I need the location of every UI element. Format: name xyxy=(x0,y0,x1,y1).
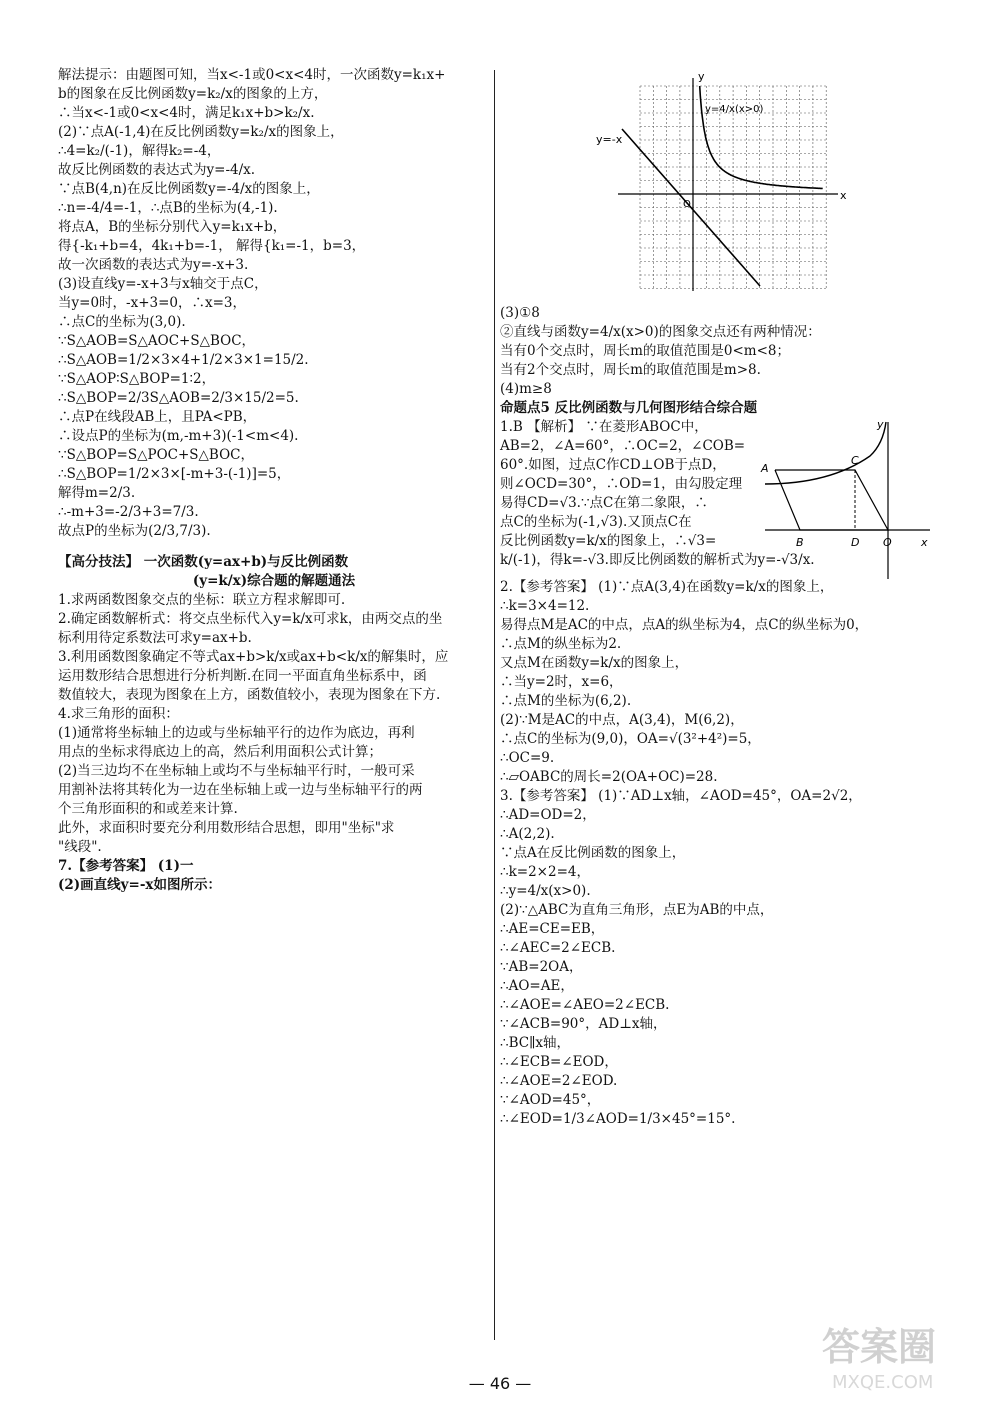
right-b-line: ∴点M的纵坐标为2. xyxy=(500,636,622,652)
method-items-line: 1.求两函数图象交点的坐标：联立方程求解即可. xyxy=(58,592,346,608)
graph-rhombus xyxy=(755,414,935,584)
left-lines-line: ∴4=k₂/(-1)，解得k₂=-4， xyxy=(58,143,221,159)
q1-lines-line: 60°.如图，过点C作CD⊥OB于点D， xyxy=(500,457,726,473)
page-number: — 46 — xyxy=(468,1374,532,1393)
solution-lines xyxy=(58,66,490,541)
method-items-line: 数值较大，表现为图象在上方，函数值较小，表现为图象在下方. xyxy=(58,687,441,703)
method-items xyxy=(58,591,490,857)
right-b-line: ∵∠AOD=45°， xyxy=(500,1092,601,1108)
line-label: y=-x xyxy=(596,133,623,146)
method-items-line: 4.求三角形的面积： xyxy=(58,706,179,722)
right-b-line: ∴当y=2时，x=6， xyxy=(500,674,623,690)
left-lines-line: ∴当x<-1或0<x<4时，满足k₁x+b>k₂/x. xyxy=(58,105,315,121)
q1-lines-line: 1.B 【解析】 ∵在菱形ABOC中， xyxy=(500,419,708,435)
method-subtitle: (y=k/x)综合题的解题通法 xyxy=(192,573,356,589)
right-b-line: ∴∠EOD=1/3∠AOD=1/3×45°=15°. xyxy=(500,1111,736,1127)
left-lines-line: b的图象在反比例函数y=k₂/x的图象的上方， xyxy=(58,86,328,102)
right-b-line: (2)∵△ABC为直角三角形，点E为AB的中点， xyxy=(500,902,774,918)
right-b-line: ∴AO=AE， xyxy=(500,978,574,994)
q7-lines-line: (2)画直线y=-x如图所示： xyxy=(58,877,221,893)
right-b-line: ∴∠ECB=∠EOD， xyxy=(500,1054,618,1070)
right-a-line: (3)①8 xyxy=(500,305,540,321)
left-lines-line: 将点A，B的坐标分别代入y=k₁x+b， xyxy=(58,219,287,235)
origin-label: O xyxy=(683,199,691,210)
left-lines-line: ∵S△AOP∶S△BOP=1∶2， xyxy=(58,371,216,387)
right-a-line: 当有2个交点时，周长m的取值范围是m>8. xyxy=(500,362,761,378)
left-lines-line: 故一次函数的表达式为y=-x+3. xyxy=(58,257,249,273)
svg-text:D: D xyxy=(851,536,860,549)
right-a-line: ②直线与函数y=4/x(x>0)的图象交点还有两种情况： xyxy=(500,324,821,340)
svg-text:C: C xyxy=(851,454,859,467)
q1-lines-line: 易得CD=√3.∵点C在第二象限，∴ xyxy=(500,495,708,511)
right-b-line: ∴∠AEC=2∠ECB. xyxy=(500,940,616,956)
left-lines-line: ∵S△AOB=S△AOC+S△BOC， xyxy=(58,333,256,349)
right-b-line: ∴∠AOE=∠AEO=2∠ECB. xyxy=(500,997,670,1013)
line-y-neg-x xyxy=(622,129,760,286)
svg-text:MXQE.COM: MXQE.COM xyxy=(832,1372,934,1393)
left-lines-line: 故点P的坐标为(2/3,7/3). xyxy=(58,523,211,539)
svg-text:y: y xyxy=(877,418,884,431)
method-items-line: "线段". xyxy=(58,839,102,855)
left-lines-line: ∴-m+3=-2/3+3=7/3. xyxy=(58,504,199,520)
right-b-line: ∴∠AOE=2∠EOD. xyxy=(500,1073,618,1089)
watermark-logo xyxy=(812,1316,982,1396)
right-b-line: ∴OC=9. xyxy=(500,750,555,766)
right-b-line: (2)∵M是AC的中点，A(3,4)，M(6,2)， xyxy=(500,712,744,728)
right-b-line: 2.【参考答案】 (1)∵点A(3,4)在函数y=k/x的图象上， xyxy=(500,579,834,595)
left-lines-line: (3)设直线y=-x+3与x轴交于点C， xyxy=(58,276,268,292)
method-items-line: 2.确定函数解析式：将交点坐标代入y=k/x可求k，由两交点的坐 xyxy=(58,611,443,627)
left-column xyxy=(58,66,490,895)
q1-lines-line: 点C的坐标为(-1,√3).又顶点C在 xyxy=(500,514,692,530)
svg-text:O: O xyxy=(883,536,892,549)
left-lines-line: ∴S△BOP=1/2×3×[-m+3-(-1)]=5， xyxy=(58,466,291,482)
right-b-line: ∴点M的坐标为(6,2). xyxy=(500,693,632,709)
right-b-line: ∴AD=OD=2， xyxy=(500,807,596,823)
right-b-line: 又点M在函数y=k/x的图象上， xyxy=(500,655,689,671)
q1-lines-line: k/(-1)，得k=-√3.即反比例函数的解析式为y=-√3/x. xyxy=(500,552,815,568)
right-b-line: ∴k=3×4=12. xyxy=(500,598,590,614)
left-lines-line: ∴n=-4/4=-1，∴点B的坐标为(4,-1). xyxy=(58,200,278,216)
svg-text:B: B xyxy=(796,536,804,549)
right-b-line: ∴AE=CE=EB， xyxy=(500,921,605,937)
left-lines-line: ∵点B(4,n)在反比例函数y=-4/x的图象上， xyxy=(58,181,320,197)
right-b-line: ∴y=4/x(x>0). xyxy=(500,883,591,899)
q2-q3-lines xyxy=(500,578,940,1129)
right-b-line: ∴A(2,2). xyxy=(500,826,555,842)
method-items-line: (2)当三边均不在坐标轴上或均不与坐标轴平行时，一般可采 xyxy=(58,763,415,779)
hyperbola-curve xyxy=(700,86,823,189)
right-b-line: ∵AB=2OA， xyxy=(500,959,583,975)
rhombus-curve xyxy=(765,422,886,484)
left-lines-line: 解法提示：由题图可知，当x<-1或0<x<4时，一次函数y=k₁x+ xyxy=(58,67,446,83)
method-items-line: 个三角形面积的和或差来计算. xyxy=(58,801,238,817)
right-a-line: (4)m≥8 xyxy=(500,381,552,397)
method-items-line: 用割补法将其转化为一边在坐标轴上或一边与坐标轴平行的两 xyxy=(58,782,423,798)
graph-hyperbola-line xyxy=(500,66,940,298)
left-lines-line: ∴设点P的坐标为(m,-m+3)(-1<m<4). xyxy=(58,428,299,444)
right-b-line: ∵∠ACB=90°，AD⊥x轴， xyxy=(500,1016,667,1032)
left-lines-line: ∵S△BOP=S△POC+S△BOC， xyxy=(58,447,254,463)
method-items-line: 标利用待定系数法可求y=ax+b. xyxy=(58,630,252,646)
method-items-line: 用点的坐标求得底边上的高，然后利用面积公式计算； xyxy=(58,744,382,760)
section-title: 命题点5 反比例函数与几何图形结合综合题 xyxy=(500,400,758,416)
right-b-line: ∵点A在反比例函数的图象上， xyxy=(500,845,686,861)
column-divider xyxy=(494,70,495,1340)
q1-lines-line: AB=2，∠A=60°，∴OC=2，∠COB= xyxy=(500,438,746,454)
axis-y-label: y xyxy=(698,70,705,83)
right-b-line: 易得点M是AC的中点，点A的纵坐标为4，点C的纵坐标为0， xyxy=(500,617,869,633)
axis-x-label: x xyxy=(840,189,847,202)
right-b-line: ∴▱OABC的周长=2(OA+OC)=28. xyxy=(500,769,718,785)
q1-lines-line: 反比例函数y=k/x的图象上，∴√3= xyxy=(500,533,717,549)
right-b-line: ∴k=2×2=4， xyxy=(500,864,590,880)
svg-text:A: A xyxy=(761,462,769,475)
q7-lines-line: 7.【参考答案】 (1)一 xyxy=(58,858,194,874)
left-lines-line: 得{-k₁+b=4，4k₁+b=-1， 解得{k₁=-1，b=3， xyxy=(58,238,366,254)
left-lines-line: ∴点C的坐标为(3,0). xyxy=(58,314,186,330)
right-column xyxy=(500,66,940,1129)
right-b-line: 3.【参考答案】 (1)∵AD⊥x轴，∠AOD=45°，OA=2√2， xyxy=(500,788,862,804)
rhombus-ABOC xyxy=(775,470,888,530)
left-lines-line: 解得m=2/3. xyxy=(58,485,136,501)
svg-text:答案圈: 答案圈 xyxy=(822,1325,937,1369)
method-title: 【高分技法】 一次函数(y=ax+b)与反比例函数 xyxy=(58,554,349,570)
left-lines-line: ∴S△BOP=2/3S△AOB=2/3×15/2=5. xyxy=(58,390,299,406)
method-items-line: 运用数形结合思想进行分析判断.在同一平面直角坐标系中，函 xyxy=(58,668,427,684)
curve-label: y=4/x(x>0) xyxy=(705,104,764,115)
svg-text:x: x xyxy=(921,536,928,549)
left-lines-line: ∴S△AOB=1/2×3×4+1/2×3×1=15/2. xyxy=(58,352,309,368)
left-lines-line: 当y=0时，-x+3=0，∴x=3， xyxy=(58,295,247,311)
left-lines-line: 故反比例函数的表达式为y=-4/x. xyxy=(58,162,256,178)
q1-lines-line: 则∠OCD=30°，∴OD=1，由勾股定理 xyxy=(500,476,743,492)
method-items-line: 此外，求面积时要充分利用数形结合思想，即用"坐标"求 xyxy=(58,820,395,836)
method-items-line: (1)通常将坐标轴上的边或与坐标轴平行的边作为底边，再利 xyxy=(58,725,415,741)
q7-lines xyxy=(58,857,490,895)
right-b-line: ∴点C的坐标为(9,0)，OA=√(3²+4²)=5， xyxy=(500,731,761,747)
left-lines-line: (2)∵点A(-1,4)在反比例函数y=k₂/x的图象上， xyxy=(58,124,344,140)
method-items-line: 3.利用函数图象确定不等式ax+b>k/x或ax+b<k/x的解集时，应 xyxy=(58,649,449,665)
right-a-line: 当有0个交点时，周长m的取值范围是0<m<8； xyxy=(500,343,790,359)
q7-continued xyxy=(500,304,940,399)
right-b-line: ∴BC∥x轴， xyxy=(500,1035,570,1051)
left-lines-line: ∴点P在线段AB上，且PA<PB， xyxy=(58,409,257,425)
